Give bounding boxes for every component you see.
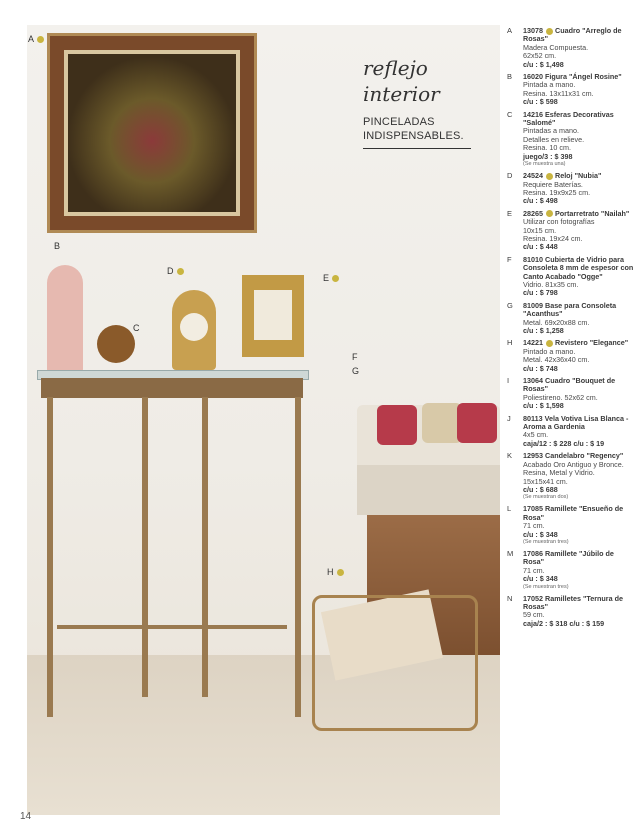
product-item [507,550,635,591]
clock-face [180,313,208,341]
item-description: Pintado a mano. [523,346,576,356]
pillow-cream [422,403,462,443]
item-name: Portarretrato "Nailah" [555,208,630,218]
item-note: (Se muestran tres) [523,538,569,545]
console-shelf [57,625,287,629]
item-price: c/u : $ 1,258 [523,326,564,335]
product-item [507,377,635,411]
item-code: 17085 [523,504,543,514]
item-price: caja/2 : $ 318 c/u : $ 159 [523,618,605,628]
magazine-rack [312,595,478,731]
item-name: Candelabro "Regency" [545,451,624,461]
item-description: Resina. 19x9x25 cm. [523,187,591,197]
product-item [507,505,635,546]
item-code: 17052 [523,593,543,603]
product-list [507,27,635,632]
item-code: 14221 [523,338,543,348]
item-name: Cuadro "Arreglo de Rosas" [523,26,622,44]
item-description: 4x5 cm. [523,430,549,440]
item-description: 59 cm. [523,610,545,620]
product-item [507,111,635,168]
angel-figure [47,265,83,375]
item-code: 12953 [523,451,543,461]
product-item [507,302,635,336]
item-letter: J [507,413,511,423]
marker-dot-icon [332,275,339,282]
item-code: 13064 [523,376,543,386]
item-description: Acabado Oro Antiguo y Bronce. [523,459,624,469]
item-description: Utilizar con fotografías [523,217,595,227]
item-letter: A [507,26,513,35]
title-line-2: interior [363,82,440,106]
item-note: (Se muestra una) [523,161,566,168]
item-price: juego/3 : $ 398 [523,151,573,161]
item-description: Metal. 69x20x88 cm. [523,317,590,327]
item-price: c/u : $ 448 [523,242,558,252]
item-code: 80113 [523,413,543,423]
item-code: 17086 [523,548,543,558]
item-letter: L [507,504,512,514]
item-name: Ramillete "Júbilo de Rosa" [523,548,614,567]
product-item [507,256,635,298]
item-letter: M [507,548,514,558]
photo-label-g: G [352,366,360,376]
product-item [507,339,635,373]
item-description: Metal. 42x36x40 cm. [523,355,590,365]
item-code: 14216 [523,109,543,119]
item-code: 81010 [523,254,543,264]
item-name: Cuadro "Bouquet de Rosas" [523,376,616,394]
item-description: Resina. 13x11x31 cm. [523,88,594,98]
marker-dot-icon [546,340,553,347]
console-apron [41,378,303,398]
console-leg [47,397,53,717]
divider [363,148,471,149]
photo-label-a: A [28,34,44,44]
item-letter: C [507,109,513,119]
item-description: 71 cm. [523,565,545,575]
item-description: Vidrio. 81x35 cm. [523,279,579,289]
item-price: c/u : $ 798 [523,288,558,298]
photo-label-b: B [54,241,61,251]
item-letter: F [507,254,512,264]
item-note: (Se muestran tres) [523,583,569,590]
item-price: c/u : $ 598 [523,97,558,107]
item-letter: I [507,376,510,386]
item-code: 28265 [523,208,543,218]
item-name: Reloj "Nubia" [555,171,602,181]
item-price: caja/12 : $ 228 c/u : $ 19 [523,438,605,448]
item-description: 71 cm. [523,521,545,531]
photo-label-e: E [323,273,339,283]
item-description: Resina. 10 cm. [523,143,571,153]
item-price: c/u : $ 688 [523,484,558,494]
rose-painting [64,50,240,216]
item-code: 24524 [523,171,543,181]
photo-label-f: F [352,352,358,362]
item-description: Resina, Metal y Vidrio. [523,468,595,478]
photo-label-h: H [327,567,344,577]
framed-painting [47,33,257,233]
item-letter: D [507,171,513,181]
marker-dot-icon [337,569,344,576]
item-price: c/u : $ 348 [523,529,558,539]
product-item [507,73,635,107]
item-description: Pintada a mano. [523,80,576,90]
product-photo [27,25,500,815]
sofa-base [357,465,500,515]
pillow-red-2 [457,403,497,443]
item-letter: E [507,208,513,218]
item-name: Esferas Decorativas "Salomé" [523,109,614,128]
item-description: 10x15 cm. [523,225,557,235]
item-letter: K [507,451,513,461]
item-name: Base para Consoleta "Acanthus" [523,300,617,319]
item-description: Madera Compuesta. [523,42,589,52]
console-leg [295,397,301,717]
pillow-red [377,405,417,445]
item-description: Poliestireno. 52x62 cm. [523,392,598,402]
item-letter: G [507,300,513,310]
product-item [507,210,635,252]
item-name: Ramillete "Ensueño de Rosa" [523,504,624,522]
item-price: c/u : $ 1,498 [523,59,564,69]
product-item [507,595,635,629]
console-leg [142,397,148,697]
photo-frame-inner [254,290,292,340]
marker-dot-icon [546,173,553,180]
item-description: Detalles en relieve. [523,134,585,144]
item-name: Cubierta de Vidrio para Consoleta 8 mm de espesor con Canto Acabado "Ogge" [523,254,634,281]
page-subtitle: PINCELADAS INDISPENSABLES. [363,116,464,142]
item-name: Figura "Ángel Rosine" [545,72,622,82]
item-letter: B [507,72,513,82]
marker-dot-icon [37,36,44,43]
product-item [507,27,635,69]
item-price: c/u : $ 348 [523,574,558,584]
title-line-1: reflejo [363,56,428,80]
page-number: 14 [20,811,32,822]
item-description: Requiere Baterías. [523,179,583,189]
item-name: Ramilletes "Ternura de Rosas" [523,593,623,611]
marker-dot-icon [177,268,184,275]
product-item [507,415,635,449]
item-letter: N [507,593,513,603]
item-note: (Se muestran dos) [523,494,569,501]
item-description: 62x52 cm. [523,51,557,61]
item-code: 16020 [523,72,543,82]
item-letter: H [507,338,513,348]
item-code: 81009 [523,300,543,310]
item-price: c/u : $ 748 [523,363,558,373]
decorative-sphere [97,325,135,363]
item-description: 15x15x41 cm. [523,476,568,486]
page-title [363,55,483,107]
product-item [507,452,635,501]
item-name: Revistero "Elegance" [555,338,629,348]
item-description: Resina. 19x24 cm. [523,233,583,243]
item-name: Vela Votiva Lisa Blanca -Aroma a Gardenia [523,413,629,432]
item-code: 13078 [523,26,543,35]
product-item [507,172,635,206]
item-price: c/u : $ 498 [523,196,558,206]
item-description: Pintadas a mano. [523,126,579,136]
photo-label-c: C [133,323,140,333]
item-price: c/u : $ 1,598 [523,401,564,411]
photo-label-d: D [167,266,184,276]
console-leg [202,397,208,697]
